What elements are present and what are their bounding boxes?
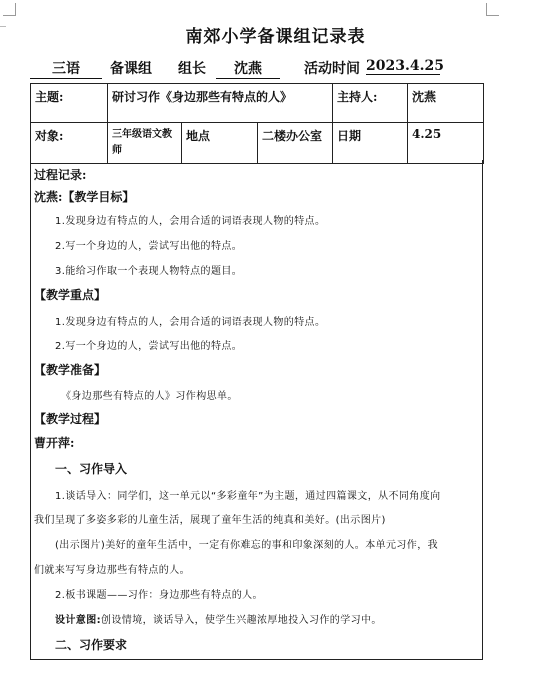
intro-paragraph-line: 1.谈话导入：同学们，这一单元以“多彩童年”为主题，通过四篇课文，从不同角度向 (55, 491, 441, 502)
design-label: 设计意图: (55, 615, 101, 626)
audience-label: 对象: (31, 123, 108, 164)
section-heading: 一、习作导入 (55, 462, 128, 476)
topic-label: 主题: (31, 84, 108, 123)
prep-heading: 【教学准备】 (34, 363, 107, 377)
page-corner-mark (3, 3, 16, 16)
intro-paragraph-line: 我们呈现了多姿多彩的儿童生活，展现了童年生活的纯真和美好。(出示图片) (34, 515, 386, 526)
page-corner-mark (486, 3, 499, 16)
date-value: 4.25 (408, 123, 484, 164)
key-heading: 【教学重点】 (34, 288, 107, 302)
speaker-label: 沈燕:【教学目标】 (34, 190, 135, 204)
document-title: 南郊小学备课组记录表 (185, 27, 366, 47)
board-title-text: 2.板书课题——习作：身边那些有特点的人。 (55, 590, 263, 601)
date-label: 日期 (333, 123, 408, 164)
table-row (31, 123, 484, 164)
section-heading: 二、习作要求 (55, 638, 128, 652)
goal-item: 2.写一个身边的人，尝试写出他的特点。 (55, 241, 243, 252)
leader-label: 组长 (178, 61, 206, 77)
design-text: 创设情境，谈话导入，使学生兴趣浓厚地投入习作的学习中。 (101, 615, 382, 626)
time-label: 活动时间 (304, 61, 360, 77)
goal-item: 1.发现身边有特点的人，会用合适的词语表现人物的特点。 (55, 216, 326, 227)
speaker-label: 曹开萍: (34, 436, 75, 450)
topic-value: 研讨习作《身边那些有特点的人》 (108, 84, 333, 123)
key-item: 2.写一个身边的人，尝试写出他的特点。 (55, 341, 243, 352)
subject-field: 三语 (30, 58, 102, 79)
key-item: 1.发现身边有特点的人，会用合适的词语表现人物的特点。 (55, 317, 326, 328)
process-heading: 【教学过程】 (34, 412, 107, 426)
intro-paragraph-line: (出示图片)美好的童年生活中，一定有你难忘的事和印象深刻的人。本单元习作，我 (55, 540, 439, 551)
table-row (31, 84, 484, 123)
record-heading: 过程记录: (34, 168, 87, 182)
date-field: 2023.4.25 (366, 58, 444, 74)
goal-item: 3.能给习作取一个表现人物特点的题目。 (55, 266, 243, 277)
record-box (30, 160, 483, 660)
design-intent (55, 611, 382, 626)
place-value: 二楼办公室 (258, 123, 333, 164)
intro-paragraph-line: 们就来写写身边那些有特点的人。 (34, 565, 190, 576)
host-label: 主持人: (333, 84, 408, 123)
prep-text: 《身边那些有特点的人》习作构思单。 (61, 391, 238, 402)
audience-value: 三年级语文教师 (108, 123, 182, 164)
host-value: 沈燕 (408, 84, 484, 123)
info-table (30, 83, 484, 164)
header-line (30, 58, 460, 78)
leader-field: 沈燕 (216, 58, 280, 79)
place-label: 地点 (182, 123, 258, 164)
group-label: 备课组 (110, 61, 152, 77)
